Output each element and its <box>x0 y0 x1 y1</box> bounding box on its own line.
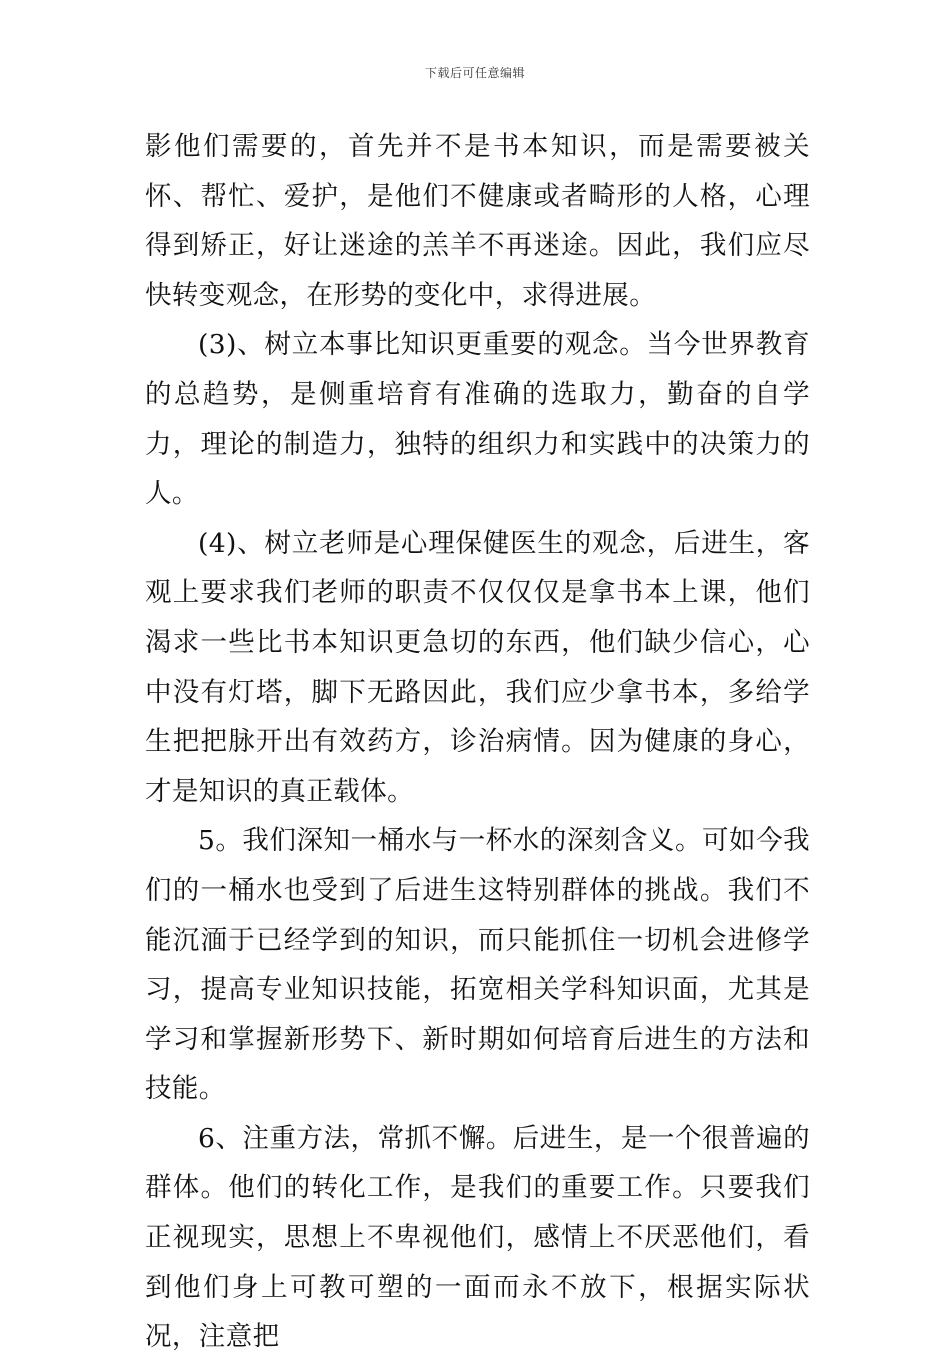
paragraph-item-5: 5。我们深知一桶水与一杯水的深刻含义。可如今我们的一桶水也受到了后进生这特别群体的挑战。我们不能沉湎于已经学到的知识，而只能抓住一切机会进修学习，提高专业知识技能，拓宽相关学科知识面，尤其是学习和掌握新形势下、新时期如何培育后进生的方法和技能。 <box>145 825 810 1105</box>
paragraph-item-4: (4)、树立老师是心理保健医生的观念，后进生，客观上要求我们老师的职责不仅仅仅是拿书本上课，他们渴求一些比书本知识更急切的东西，他们缺少信心，心中没有灯塔，脚下无路因此，我们应少拿书本，多给学生把把脉开出有效药方，诊治病情。因为健康的身心，才是知识的真正载体。 <box>145 527 810 807</box>
document-body <box>145 122 810 1362</box>
paragraph-item-3: (3)、树立本事比知识更重要的观念。当今世界教育的总趋势，是侧重培育有准确的选取力，勤奋的自学力，理论的制造力，独特的组织力和实践中的决策力的人。 <box>145 329 810 510</box>
page-header: 下载后可任意编辑 <box>424 66 525 80</box>
paragraph-item-6: 6、注重方法，常抓不懈。后进生，是一个很普遍的群体。他们的转化工作，是我们的重要工作。只要我们正视现实，思想上不卑视他们，感情上不厌恶他们，看到他们身上可教可塑的一面而永不放下，根据实际状况，注意把 <box>145 1122 810 1353</box>
paragraph-continuation: 影他们需要的，首先并不是书本知识，而是需要被关怀、帮忙、爱护，是他们不健康或者畸形的人格，心理得到矫正，好让迷途的羔羊不再迷途。因此，我们应尽快转变观念，在形势的变化中，求得进展。 <box>145 131 810 311</box>
